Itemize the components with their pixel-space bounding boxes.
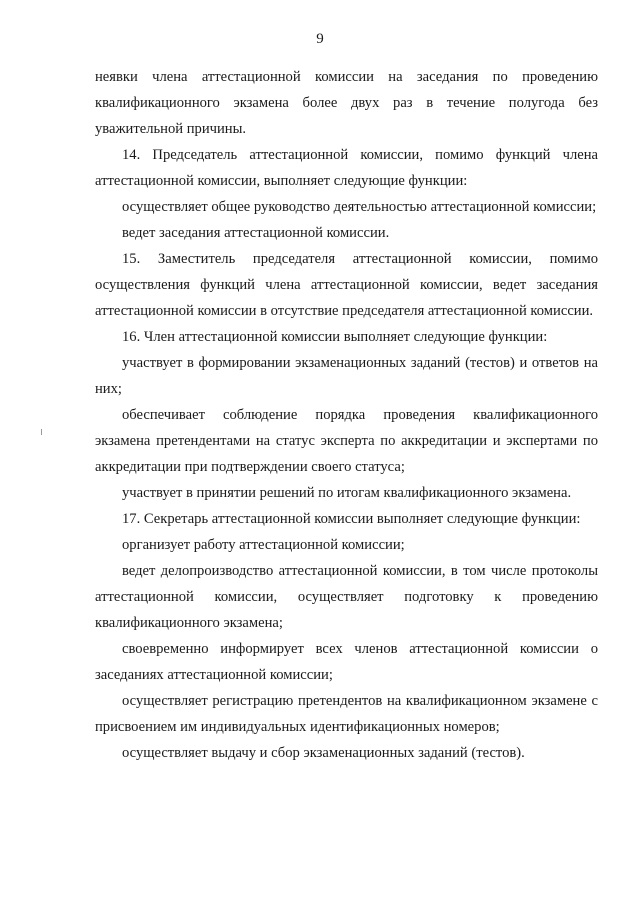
paragraph-general-management: осуществляет общее руководство деятельностью аттестационной комиссии;: [122, 199, 597, 215]
paragraph-continuation: неявки члена аттестационной комиссии на заседания по проведению квалификационного экзамена более двух раз в течение полугода без уважительной причины.: [95, 69, 598, 137]
paragraph-ensures-procedure: обеспечивает соблюдение порядка проведения квалификационного экзамена претендентами на статус эксперта по аккредитации и экспертами по аккредитации при подтверждении своего статуса;: [95, 407, 598, 475]
paragraph-conducts-meetings: ведет заседания аттестационной комиссии.: [122, 225, 390, 241]
paragraph-forming-tasks: участвует в формировании экзаменационных заданий (тестов) и ответов на них;: [95, 355, 598, 397]
paragraph-organizes-work: организует работу аттестационной комиссии;: [122, 537, 405, 553]
scan-artifact-mark: [41, 429, 42, 435]
paragraph-issuing-tasks: осуществляет выдачу и сбор экзаменационных заданий (тестов).: [122, 745, 525, 761]
page-number: 9: [316, 31, 324, 47]
paragraph-16-member: 16. Член аттестационной комиссии выполняет следующие функции:: [122, 329, 548, 345]
paragraph-15-deputy-chairman: 15. Заместитель председателя аттестационной комиссии, помимо осуществления функций члена аттестационной комиссии, ведет заседания аттестационной комиссии в отсутствие председателя аттестационной комиссии.: [95, 251, 598, 319]
paragraph-informs-members: своевременно информирует всех членов аттестационной комиссии о заседаниях аттестационной комиссии;: [95, 641, 598, 683]
paragraph-record-keeping: ведет делопроизводство аттестационной комиссии, в том числе протоколы аттестационной комиссии, осуществляет подготовку к проведению квалификационного экзамена;: [95, 563, 598, 631]
paragraph-registration: осуществляет регистрацию претендентов на квалификационном экзамене с присвоением им индивидуальных идентификационных номеров;: [95, 693, 598, 735]
paragraph-participates-decisions: участвует в принятии решений по итогам квалификационного экзамена.: [122, 485, 572, 501]
paragraph-17-secretary: 17. Секретарь аттестационной комиссии выполняет следующие функции:: [122, 511, 581, 527]
document-body: [95, 64, 598, 766]
paragraph-14-chairman: 14. Председатель аттестационной комиссии, помимо функций члена аттестационной комиссии, выполняет следующие функции:: [95, 147, 598, 189]
